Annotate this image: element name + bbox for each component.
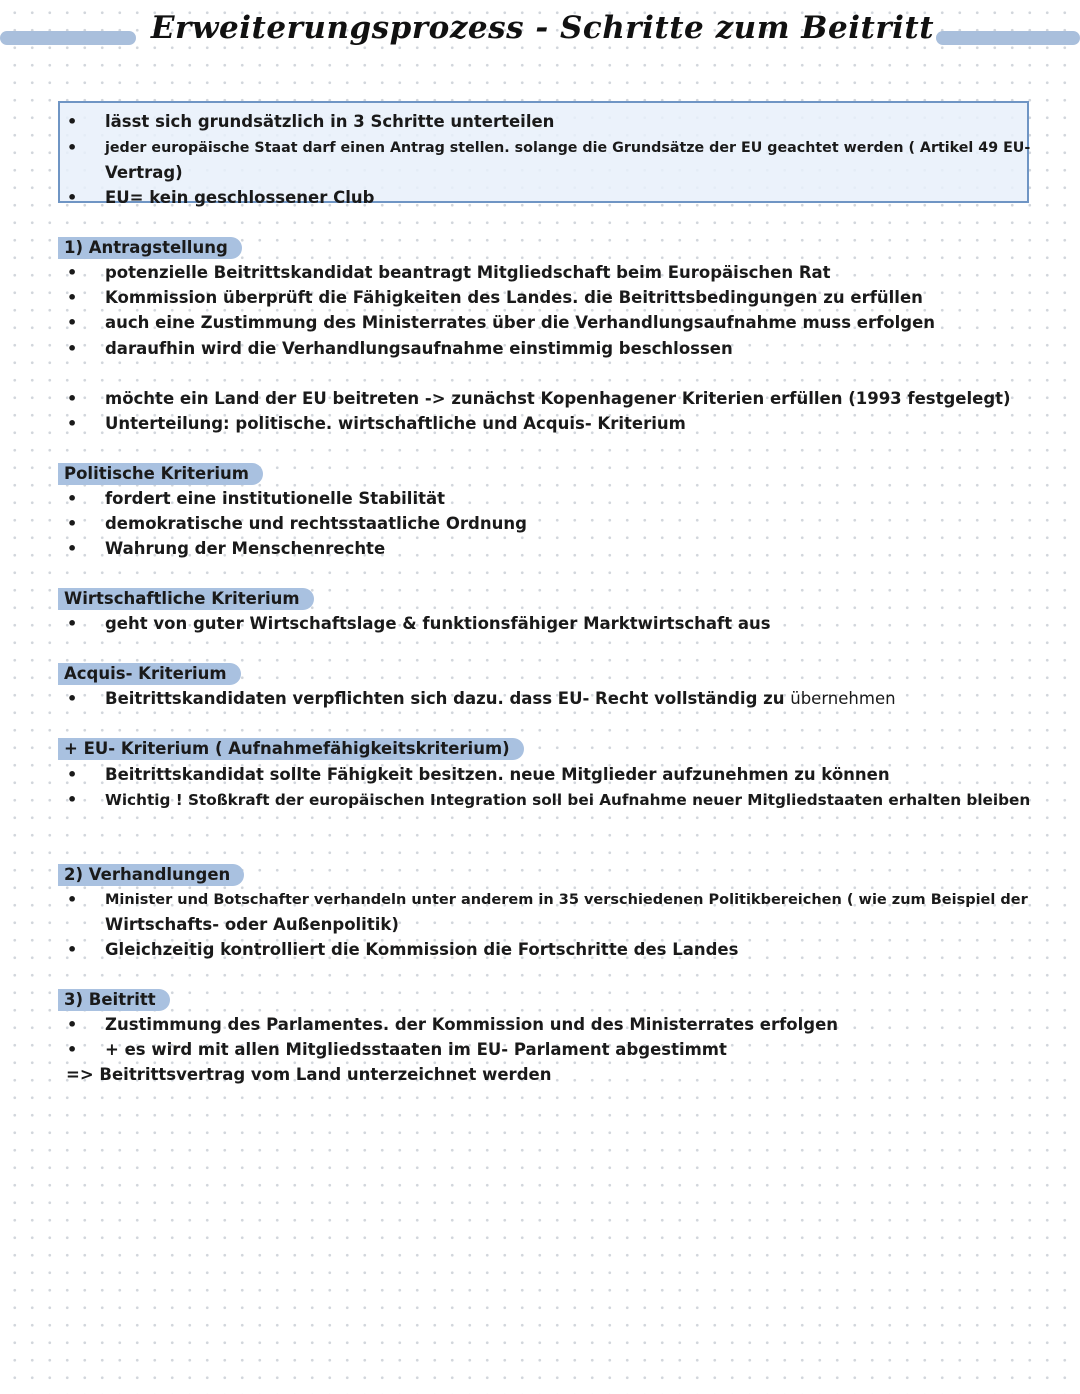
bullet-icon: • [67,790,78,809]
bullet-icon: • [67,539,78,558]
bullet-icon: • [67,689,78,708]
heading-acquis-kriterium: Acquis- Kriterium [58,663,241,685]
heading-wirtschaftliche-kriterium: Wirtschaftliche Kriterium [58,588,314,610]
heading-eu-kriterium: + EU- Kriterium ( Aufnahmefähigkeitskriterium) [58,738,524,760]
bullet-icon: • [67,339,78,358]
bullet-icon: • [67,263,78,282]
heading-verhandlungen: 2) Verhandlungen [58,864,244,886]
notes-content: • lässt sich grundsätzlich in 3 Schritte unterteilen • jeder europäische Staat darf einen Antrag stellen. solange die Grundsätze der EU geachtet werden ( Artikel 49 EU- Vertrag) • EU= kein geschlossener Club 1) Antragstellung • potenzielle Beitrittskandidat beantragt Mitgliedschaft beim Europäischen Rat • Kommission überprüft die Fähigkeiten des Landes. die Beitrittsbedingungen zu erfüllen • auch eine Zustimmung des Ministerrates über die Verhandlungsaufnahme muss erfolgen • daraufhin wird die Verhandlungsaufnahme einstimmig beschlossen • möchte ein Land der EU beitreten -> zunächst Kopenhagener Kriterien erfüllen (1993 festgelegt) • Unterteilung: politische. wirtschaftliche und Acquis- Kriterium Politische Kriterium • fordert eine institutionelle Stabilität • demokratische und rechtsstaatliche Ordnung • Wahrung der Menschenrechte Wirtschaftliche Kriterium • geht von guter Wirtschaftslage & funktionsfähiger Marktwirtschaft aus Acquis- Kriterium • Beitrittskandidaten verpflichten sich dazu. dass EU- Recht vollständig zu übernehmen + EU- Kriterium ( Aufnahmefähigkeitskriterium) • Beitrittskandidat sollte Fähigkeit besitzen. neue Mitglieder aufzunehmen zu können • Wichtig ! Stoßkraft der europäischen Integration soll bei Aufnahme neuer Mitgliedstaaten erhalten bleiben 2) Verhandlungen • Minister und Botschafter verhandeln unter anderem in 35 verschiedenen Politikbereichen ( wie zum Beispiel der Wirtschafts- oder Außenpolitik) • Gleichzeitig kontrolliert die Kommission die Fortschritte des Landes 3) Beitritt • Zustimmung des Parlamentes. der Kommission und des Ministerrates erfolgen • + es wird mit allen Mitgliedsstaaten im EU- Parlament abgestimmt => Beitrittsvertrag vom Land unterzeichnet werden [0,0,1080,1394]
bullet-icon: • [67,514,78,533]
bullet-icon: • [67,112,78,131]
heading-antragstellung: 1) Antragstellung [58,237,242,259]
bullet-icon: • [67,614,78,633]
bullet-icon: • [67,1015,78,1034]
heading-beitritt: 3) Beitritt [58,989,170,1011]
bullet-icon: • [67,890,78,909]
bullet-icon: • [67,138,78,157]
bullet-icon: • [67,765,78,784]
bullet-icon: • [67,414,78,433]
bullet-icon: • [67,1040,78,1059]
bullet-icon: • [67,188,78,207]
bullet-icon: • [67,489,78,508]
heading-politische-kriterium: Politische Kriterium [58,463,263,485]
bullet-icon: • [67,313,78,332]
page-title: Erweiterungsprozess - Schritte zum Beitritt [150,10,935,46]
bullet-icon: • [67,288,78,307]
bullet-icon: • [67,940,78,959]
conclusion: => Beitrittsvertrag vom Land unterzeichnet werden [66,1065,552,1084]
bullet-icon: • [67,389,78,408]
